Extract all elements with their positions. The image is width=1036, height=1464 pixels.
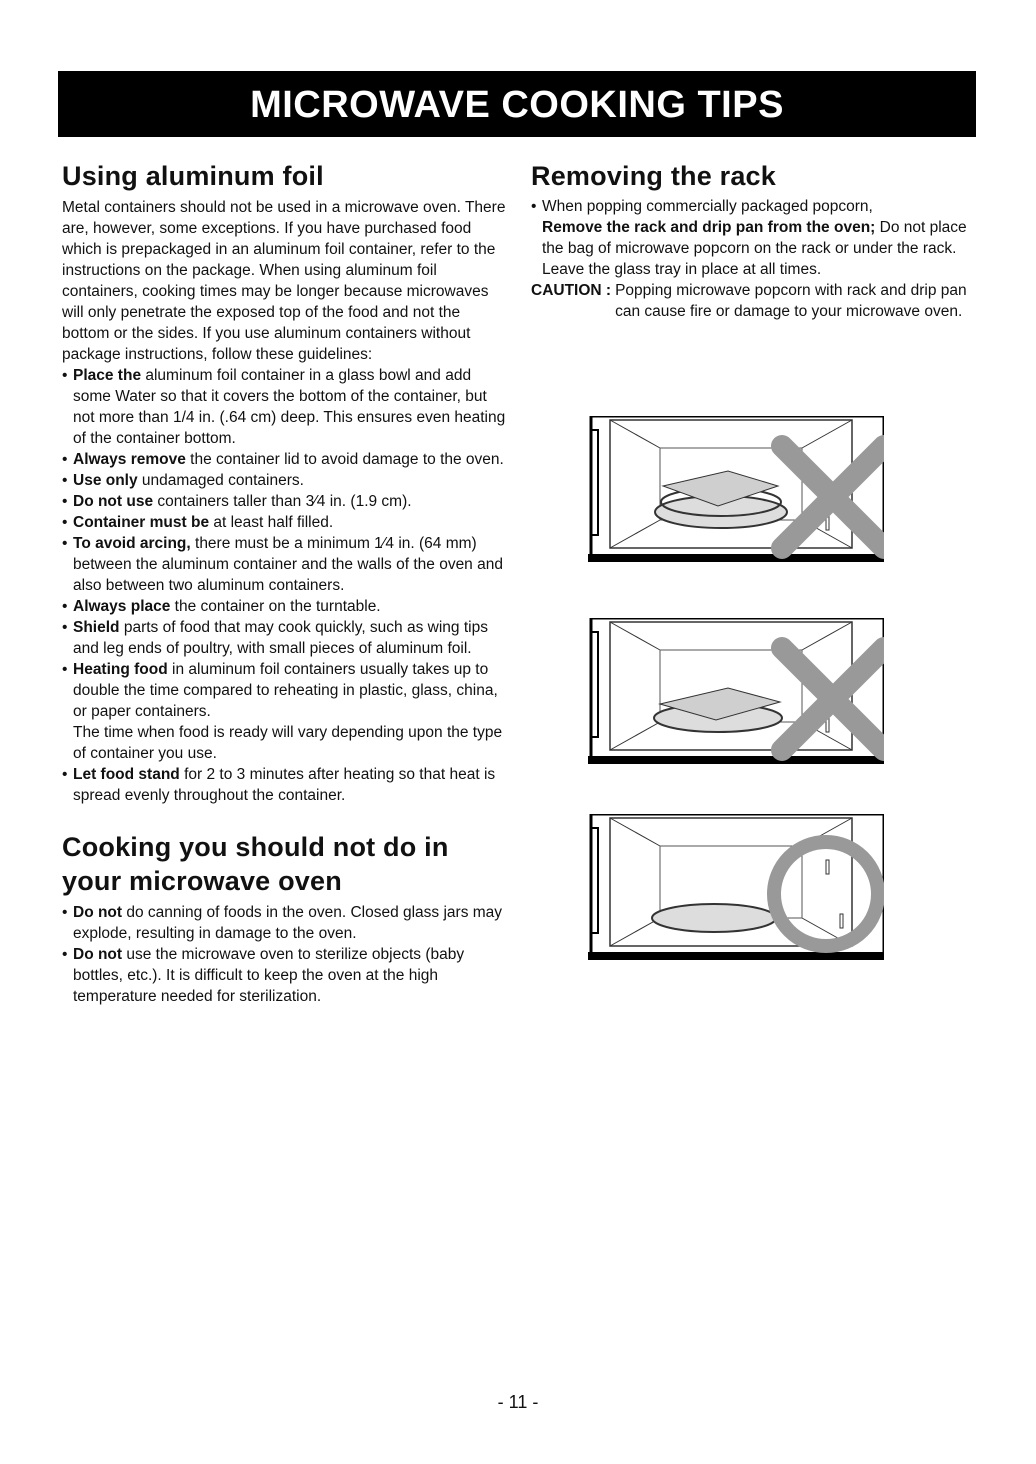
caution-note	[531, 280, 981, 322]
cooking-heading: Cooking you should not do in your microwave oven	[62, 832, 449, 896]
list-item: • Do not use containers taller than 3⁄4 in. (1.9 cm).	[62, 491, 507, 512]
figure-rack-and-pan-wrong	[588, 416, 884, 562]
list-item: • Always remove the container lid to avoid damage to the oven.	[62, 449, 507, 470]
left-column	[62, 160, 507, 1007]
right-column	[531, 160, 981, 322]
list-item: • To avoid arcing, there must be a minimum 1⁄4 in. (64 mm) between the aluminum container and the walls of the oven and also between two aluminum containers.	[62, 533, 507, 596]
list-item: • Heating food in aluminum foil containers usually takes up to double the time compared to reheating in plastic, glass, china, or paper containers. The time when food is ready will vary depending upon the type of container you use.	[62, 659, 507, 764]
figure-tray-only-correct	[588, 814, 884, 960]
rack-list	[531, 196, 981, 280]
aluminum-guidelines	[62, 365, 507, 806]
page-number: - 11 -	[497, 1392, 539, 1412]
list-item: • Do not use the microwave oven to sterilize objects (baby bottles, etc.). It is difficult to keep the oven at the high temperature needed for sterilization.	[62, 944, 507, 1007]
caution-label: CAUTION :	[531, 282, 612, 299]
list-item: • Container must be at least half filled.	[62, 512, 507, 533]
caution-text: Popping microwave popcorn with rack and drip pan can cause fire or damage to your microwave oven.	[615, 282, 967, 320]
list-item: • Do not do canning of foods in the oven. Closed glass jars may explode, resulting in damage to the oven.	[62, 902, 507, 944]
list-item: • Let food stand for 2 to 3 minutes after heating so that heat is spread evenly throughout the container.	[62, 764, 507, 806]
page-banner: MICROWAVE COOKING TIPS	[58, 71, 976, 137]
aluminum-heading: Using aluminum foil	[62, 161, 324, 191]
figure-pan-wrong	[588, 618, 884, 764]
list-item: • Always place the container on the turntable.	[62, 596, 507, 617]
rack-heading: Removing the rack	[531, 161, 776, 191]
aluminum-intro: Metal containers should not be used in a microwave oven. There are, however, some exceptions. If you have purchased food which is prepackaged in an aluminum foil container, refer to the instructions on the package. When using aluminum foil containers, cooking times may be longer because microwaves will only penetrate the exposed top of the food and not the bottom or the sides. If you use aluminum containers without package instructions, follow these guidelines:	[62, 199, 506, 363]
list-item: • Use only undamaged containers.	[62, 470, 507, 491]
cooking-list	[62, 902, 507, 1007]
list-item: • When popping commercially packaged popcorn, Remove the rack and drip pan from the oven; Do not place the bag of microwave popcorn on the rack or under the rack. Leave the glass tray in place at all times.	[531, 196, 981, 280]
list-item: • Shield parts of food that may cook quickly, such as wing tips and leg ends of poultry, with small pieces of aluminum foil.	[62, 617, 507, 659]
list-item: • Place the aluminum foil container in a glass bowl and add some Water so that it covers the bottom of the container, but not more than 1/4 in. (.64 cm) deep. This ensures even heating of the container bottom.	[62, 365, 507, 449]
